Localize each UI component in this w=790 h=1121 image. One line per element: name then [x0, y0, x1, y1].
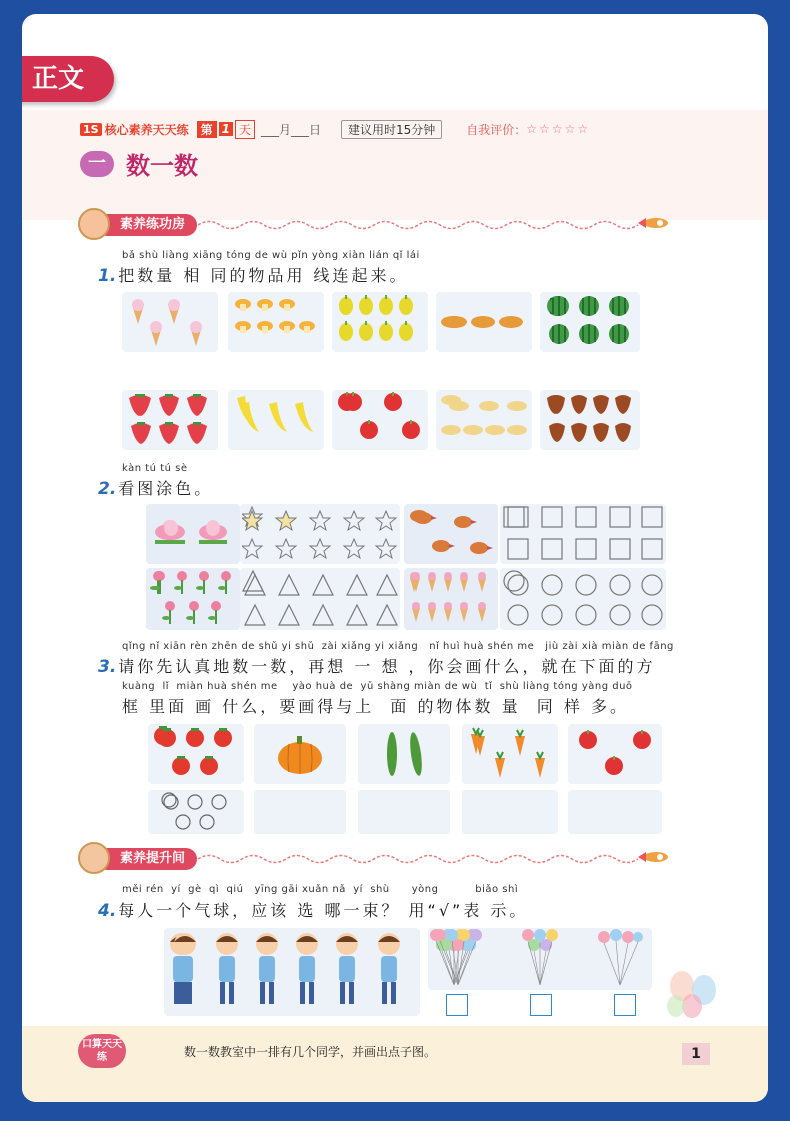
- bird-icon: [409, 506, 493, 562]
- tulip-panel[interactable]: [146, 568, 240, 630]
- apple-icon: [572, 726, 658, 782]
- mushroom-panel[interactable]: [228, 292, 324, 352]
- q2-number: 2.: [98, 479, 117, 499]
- q3-text-row1: [98, 654, 656, 677]
- q4-text: 每人一个气球，应该 选 哪一束？ 用“√”表 示。: [118, 901, 529, 920]
- section-tag: 正文: [22, 56, 114, 102]
- brand-logo: 1S: [80, 123, 102, 136]
- q3-text-line1: 请你先认真地数一数，再想 一 想 ，你会画什么，就在下面的方: [118, 657, 656, 676]
- square-panel[interactable]: [500, 504, 666, 564]
- flower-icon: [150, 570, 236, 628]
- q1-number: 1.: [98, 266, 117, 286]
- square-icon: [503, 506, 663, 562]
- q3-text-line2: 框 里面 画 什么，要画得与上 面 的物体数 量 同 样 多。: [122, 697, 629, 716]
- children-panel: [164, 928, 420, 1016]
- q2-text-row: [98, 476, 213, 499]
- bird-panel[interactable]: [404, 504, 498, 564]
- chestnut-panel[interactable]: [540, 390, 640, 450]
- apple-group-panel: [568, 724, 662, 784]
- brand-name: 核心素养天天练: [104, 122, 189, 137]
- banana-icon: [233, 392, 319, 448]
- rocket-icon: [638, 848, 670, 866]
- triangle-panel[interactable]: [240, 568, 400, 630]
- flower-panel[interactable]: [146, 504, 240, 564]
- section-label: 素养提升间: [96, 848, 197, 870]
- checkbox-bunch-2[interactable]: [530, 994, 552, 1016]
- section-header-practice: [78, 208, 670, 242]
- star-icon: [242, 506, 398, 562]
- rating-stars[interactable]: ☆☆☆☆☆: [526, 122, 591, 136]
- wave-divider-icon: [198, 218, 638, 232]
- answer-box-pumpkin[interactable]: [254, 790, 346, 834]
- day-prefix: 第: [197, 121, 217, 138]
- mushroom-icon: [233, 294, 319, 350]
- watermelon-icon: [545, 294, 635, 350]
- lesson-title-row: [80, 146, 198, 181]
- circle-dots-panel: [148, 790, 244, 834]
- lesson-number: 一: [80, 151, 114, 177]
- pear-icon: [337, 294, 423, 350]
- q4-number: 4.: [98, 901, 117, 921]
- star-panel[interactable]: [240, 504, 400, 564]
- peapod-panel: [358, 724, 450, 784]
- section-header-advance: [78, 842, 670, 876]
- lotus-icon: [153, 514, 233, 554]
- circle-icon: [503, 570, 663, 628]
- apple-icon: [337, 392, 423, 448]
- mango-icon: [441, 392, 527, 448]
- strawberry-icon: [127, 392, 213, 448]
- girl-mascot-icon: [78, 208, 110, 240]
- answer-box-peapod[interactable]: [358, 790, 450, 834]
- chestnut-icon: [545, 392, 635, 448]
- icecream-cone-icon: [408, 570, 494, 628]
- carrot-icon: [467, 726, 553, 782]
- mental-math-badge: 口算天天练: [78, 1034, 126, 1068]
- q3-pinyin-line1: qǐng nǐ xiān rèn zhēn de shǔ yi shǔ zài xiǎng yi xiǎng nǐ huì huà shén me jiù zài xià miàn de fāng: [122, 641, 674, 652]
- footer-note: 数一数教室中一排有几个同学，并画出点子图。: [184, 1045, 437, 1059]
- pumpkin-icon: [275, 732, 325, 776]
- q4-pinyin: měi rén yí gè qì qiú yīng gāi xuǎn nǎ yí shù yòng biǎo shì: [122, 884, 519, 895]
- answer-box-carrot[interactable]: [462, 790, 558, 834]
- day-number: 1: [219, 122, 233, 136]
- q3-pinyin-line2: kuàng lǐ miàn huà shén me yào huà de yǔ shàng miàn de wù tǐ shù liàng tóng yàng duō: [122, 681, 633, 692]
- q1-pinyin: bǎ shù liàng xiāng tóng de wù pǐn yòng xiàn lián qǐ lái: [122, 250, 420, 261]
- banana-panel[interactable]: [228, 390, 324, 450]
- checkbox-bunch-1[interactable]: [446, 994, 468, 1016]
- cone-panel[interactable]: [404, 568, 498, 630]
- q2-pinyin: kàn tú tú sè: [122, 463, 188, 474]
- rocket-icon: [638, 214, 670, 232]
- balloon-bunch-icon: [430, 929, 650, 989]
- time-hint: 建议用时15分钟: [341, 120, 442, 139]
- mango-panel[interactable]: [436, 390, 532, 450]
- page-number: 1: [682, 1043, 710, 1065]
- dot-circle-icon: [161, 792, 231, 832]
- apple-panel[interactable]: [332, 390, 428, 450]
- checkbox-bunch-3[interactable]: [614, 994, 636, 1016]
- footer-band: [22, 1026, 768, 1102]
- bread-icon: [441, 302, 527, 342]
- tomato-panel: [148, 724, 244, 784]
- lesson-title: 数一数: [126, 152, 198, 180]
- answer-box-apple[interactable]: [568, 790, 662, 834]
- q4-text-row: [98, 898, 528, 921]
- triangle-icon: [242, 570, 398, 628]
- tomato-icon: [153, 726, 239, 782]
- bread-panel[interactable]: [436, 292, 532, 352]
- strawberry-panel[interactable]: [122, 390, 218, 450]
- watermelon-panel[interactable]: [540, 292, 640, 352]
- self-rating-label: 自我评价：: [466, 122, 527, 137]
- carrot-panel: [462, 724, 558, 784]
- worksheet-header: [80, 120, 590, 138]
- pear-panel[interactable]: [332, 292, 428, 352]
- q1-text-row: [98, 263, 409, 286]
- section-label: 素养练功房: [96, 214, 197, 236]
- icecream-icon: [127, 294, 213, 350]
- q3-number: 3.: [98, 657, 117, 677]
- pumpkin-panel: [254, 724, 346, 784]
- q1-text: 把数量 相 同的物品用 线连起来。: [118, 266, 409, 285]
- icecream-panel[interactable]: [122, 292, 218, 352]
- day-suffix: 天: [235, 120, 255, 139]
- peapod-icon: [374, 727, 434, 781]
- q2-text: 看图涂色。: [118, 479, 214, 498]
- boy-mascot-icon: [78, 842, 110, 874]
- children-icon: [167, 930, 417, 1014]
- wave-divider-icon: [198, 852, 638, 866]
- circle-panel[interactable]: [500, 568, 666, 630]
- date-blank: ___月___日: [260, 122, 321, 137]
- balloons-panel: [428, 928, 652, 990]
- decorative-balloons-icon: [664, 966, 724, 1036]
